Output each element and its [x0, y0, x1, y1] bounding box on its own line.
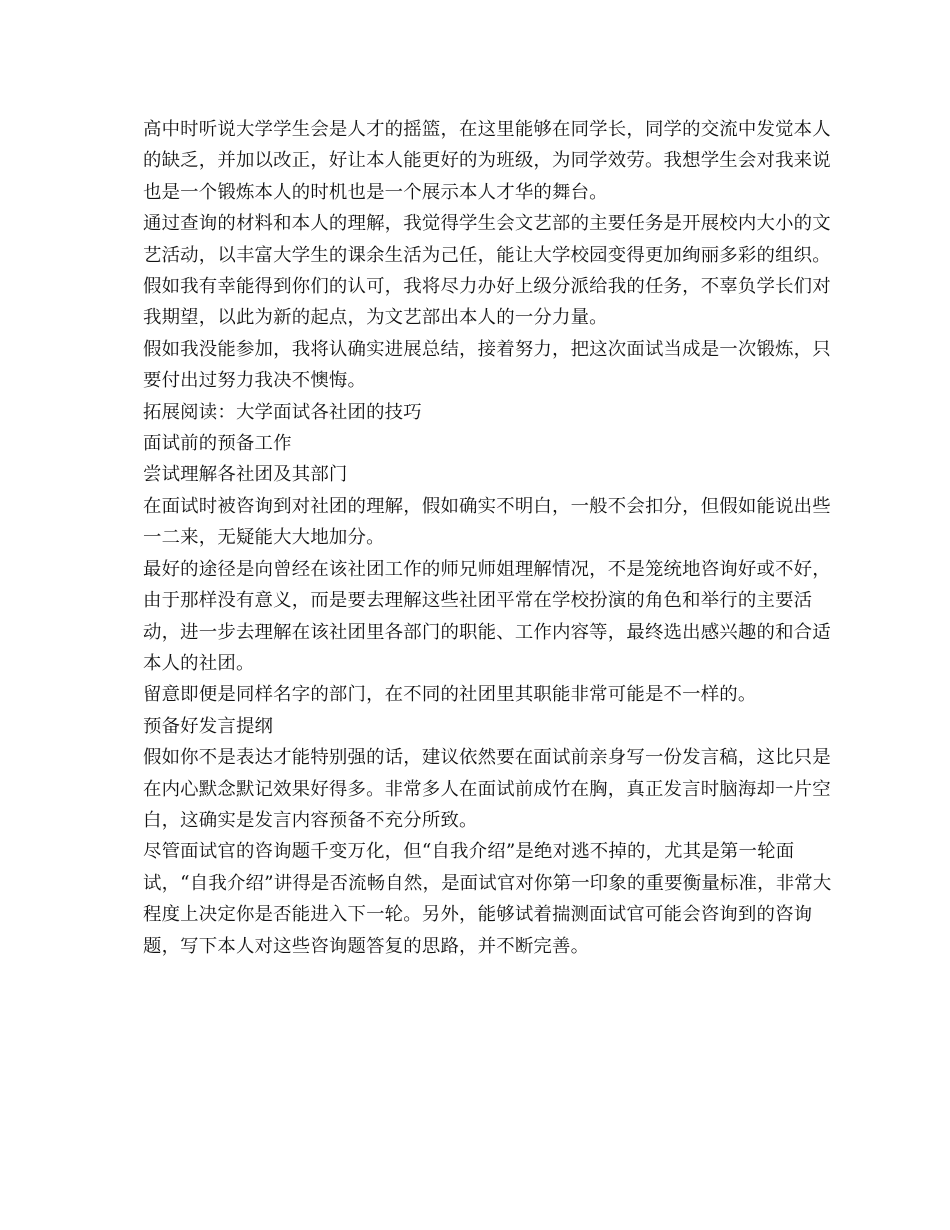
- document-body: [143, 114, 833, 962]
- section-heading-speech-outline: 预备好发言提纲: [143, 715, 274, 737]
- paragraph-if-accepted: 假如我有幸能得到你们的认可，我将尽力办好上级分派给我的任务，不辜负学长们对我期望，以此为新的起点，为文艺部出本人的一分力量。: [143, 276, 831, 329]
- paragraph-speech-draft: 假如你不是表达才能特别强的话，建议依然要在面试前亲身写一份发言稿，这比只是在内心默念默记效果好得多。非常多人在面试前成竹在胸，真正发言时脑海却一片空白，这确实是发言内容预备不充分所致。: [143, 747, 831, 831]
- section-heading-preparation: 面试前的预备工作: [143, 433, 292, 455]
- paragraph-best-approach: 最好的途径是向曾经在该社团工作的师兄师姐理解情况，不是笼统地咨询好或不好，由于那样没有意义，而是要去理解这些社团平常在学校扮演的角色和举行的主要活动，进一步去理解在该社团里各部门的职能、工作内容等，最终选出感兴趣的和合适本人的社团。: [143, 558, 831, 674]
- paragraph-if-rejected: 假如我没能参加，我将认确实进展总结，接着努力，把这次面试当成是一次锻炼，只要付出过努力我决不懊悔。: [143, 338, 831, 392]
- section-heading-understand-clubs: 尝试理解各社团及其部门: [143, 464, 348, 486]
- paragraph-self-introduction: 尽管面试官的咨询题千变万化，但“自我介绍”是绝对逃不掉的，尤其是第一轮面试，“自我介绍”讲得是否流畅自然，是面试官对你第一印象的重要衡量标准，非常大程度上决定你是否能进入下一轮。另外，能够试着揣测面试官可能会咨询到的咨询题，写下本人对这些咨询题答复的思路，并不断完善。: [143, 841, 832, 957]
- paragraph-same-name-note: 留意即便是同样名字的部门，在不同的社团里其职能非常可能是不一样的。: [143, 684, 757, 706]
- paragraph-understanding: 通过查询的材料和本人的理解，我觉得学生会文艺部的主要任务是开展校内大小的文艺活动，以丰富大学生的课余生活为己任，能让大学校园变得更加绚丽多彩的组织。: [143, 213, 831, 266]
- paragraph-club-understanding: 在面试时被咨询到对社团的理解，假如确实不明白，一般不会扣分，但假如能说出些一二来，无疑能大大地加分。: [143, 495, 831, 549]
- paragraph-extended-reading: 拓展阅读：大学面试各社团的技巧: [143, 401, 422, 423]
- paragraph-intro: 高中时听说大学学生会是人才的摇篮，在这里能够在同学长，同学的交流中发觉本人的缺乏，并加以改正，好让本人能更好的为班级，为同学效劳。我想学生会对我来说也是一个锻炼本人的时机也是一个展示本人才华的舞台。: [143, 119, 831, 203]
